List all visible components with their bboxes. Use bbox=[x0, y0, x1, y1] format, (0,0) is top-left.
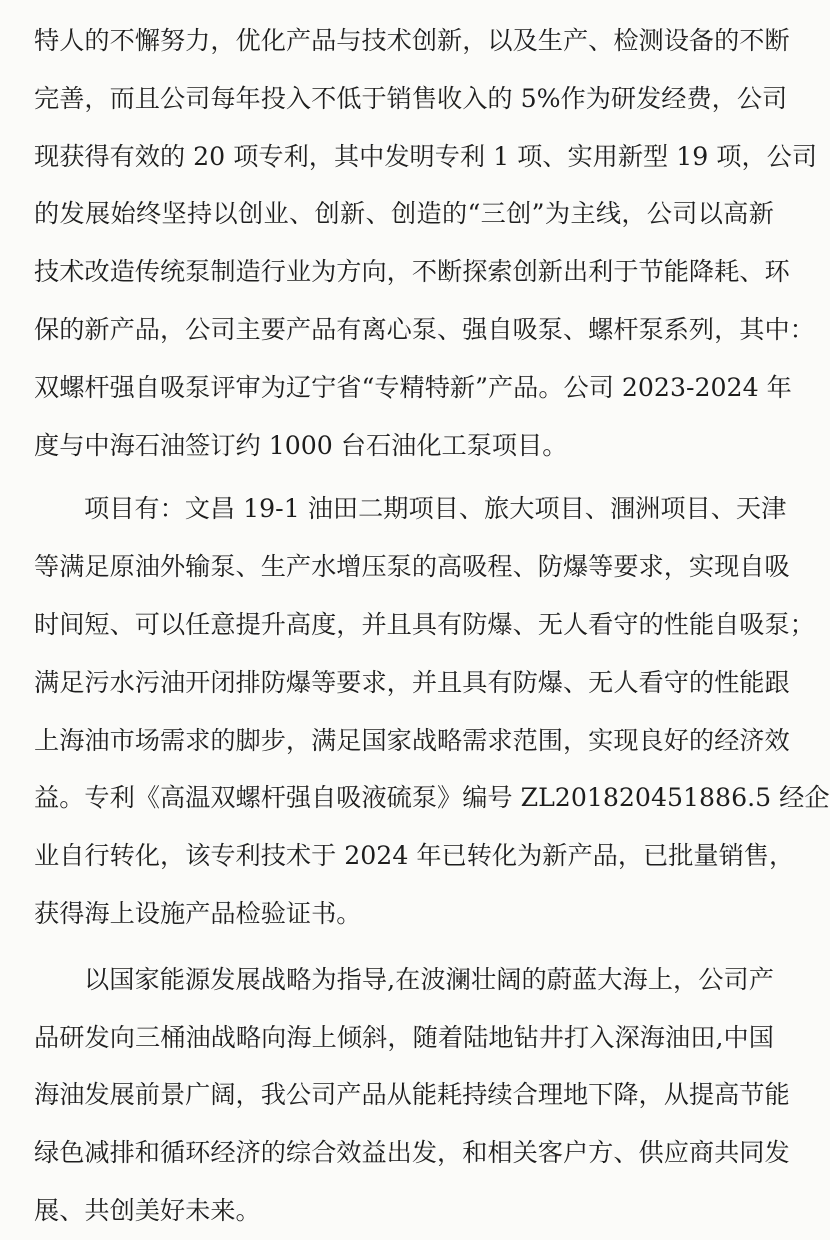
text-line: 项目有：文昌 19-1 油田二期项目、旅大项目、涠洲项目、天津 bbox=[84, 494, 787, 524]
text-line: 双螺杆强自吸泵评审为辽宁省“专精特新”产品。公司 2023-2024 年 bbox=[34, 372, 792, 402]
text-line: 的发展始终坚持以创业、创新、创造的“三创”为主线，公司以高新 bbox=[34, 199, 774, 229]
text-line: 展、共创美好未来。 bbox=[34, 1195, 261, 1225]
text-line: 上海油市场需求的脚步，满足国家战略需求范围，实现良好的经济效 bbox=[34, 725, 790, 755]
paragraph-projects bbox=[34, 480, 830, 942]
text-line: 以国家能源发展战略为指导,在波澜壮阔的蔚蓝大海上，公司产 bbox=[84, 964, 774, 994]
text-line: 技术改造传统泵制造行业为方向，不断探索创新出利于节能降耗、环 bbox=[34, 257, 790, 287]
text-line: 等满足原油外输泵、生产水增压泵的高吸程、防爆等要求，实现自吸 bbox=[34, 552, 790, 582]
text-line: 度与中海石油签订约 1000 台石油化工泵项目。 bbox=[34, 430, 568, 460]
text-line: 获得海上设施产品检验证书。 bbox=[34, 898, 362, 928]
text-line: 海油发展前景广阔，我公司产品从能耗持续合理地下降，从提高节能 bbox=[34, 1080, 790, 1110]
text-line: 特人的不懈努力，优化产品与技术创新，以及生产、检测设备的不断 bbox=[34, 26, 790, 55]
text-line: 时间短、可以任意提升高度，并且具有防爆、无人看守的性能自吸泵； bbox=[34, 609, 815, 639]
text-line: 现获得有效的 20 项专利，其中发明专利 1 项、实用新型 19 项，公司 bbox=[34, 141, 818, 171]
text-line: 业自行转化，该专利技术于 2024 年已转化为新产品，已批量销售， bbox=[34, 841, 795, 871]
text-line: 完善，而且公司每年投入不低于销售收入的 5%作为研发经费，公司 bbox=[34, 83, 788, 113]
text-line: 保的新产品，公司主要产品有离心泵、强自吸泵、螺杆泵系列，其中： bbox=[34, 314, 815, 344]
text-line: 满足污水污油开闭排防爆等要求，并且具有防爆、无人看守的性能跟 bbox=[34, 667, 790, 697]
text-line: 益。专利《高温双螺杆强自吸液硫泵》编号 ZL201820451886.5 经企 bbox=[34, 783, 830, 813]
paragraph-company-development bbox=[34, 12, 818, 474]
text-line: 绿色减排和循环经济的综合效益出发，和相关客户方、供应商共同发 bbox=[34, 1138, 790, 1168]
paragraph-strategy bbox=[34, 951, 790, 1240]
document-body bbox=[34, 12, 830, 1240]
text-line: 品研发向三桶油战略向海上倾斜，随着陆地钻井打入深海油田,中国 bbox=[34, 1022, 774, 1052]
